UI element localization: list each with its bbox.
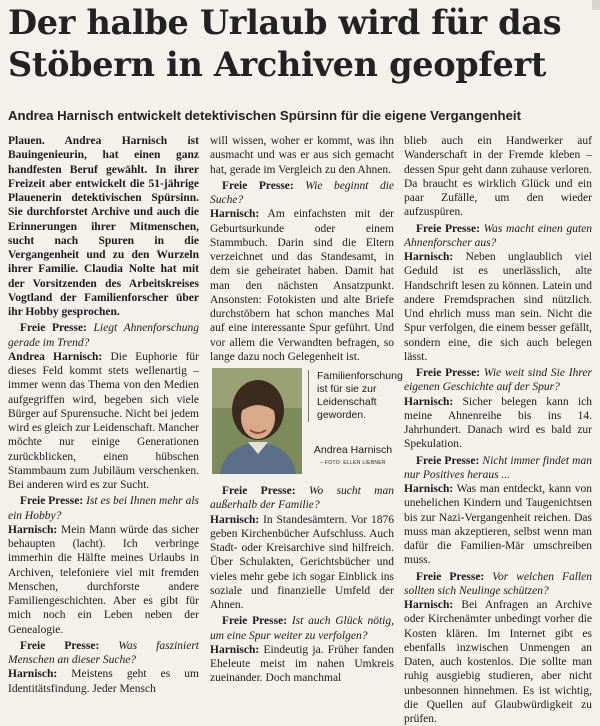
interview-question bbox=[210, 484, 394, 513]
question-text: Ist auch Glück nötig, um eine Spur weiter zu verfolgen? bbox=[210, 615, 394, 642]
answer-text: Die Euphorie für dieses Feld kommt stets wellenartig – immer wenn das Thema von den Medien aufgegriffen wird, begeben sich viele Bürger auf Spurensuche. Nicht bei jedem wird es gleich zur Leidenschaft. Mancher möchte nur einige Generationen zurückblicken, einen hübschen Stammbaum zum Jubiläum verschenken. Bei anderen wird es zur Sucht. bbox=[8, 350, 200, 491]
question-text: Wie weit sind Sie Ihrer eigenen Geschichte auf der Spur? bbox=[404, 367, 592, 394]
interview-question bbox=[404, 366, 592, 395]
question-text: Liegt Ahnenforschung gerade im Trend? bbox=[8, 322, 199, 349]
speaker-label: Freie Presse: bbox=[416, 454, 480, 467]
article-headline: Der halbe Urlaub wird für das Stöbern in Archiven geopfert bbox=[8, 3, 562, 84]
speaker-label: Harnisch: bbox=[8, 668, 58, 681]
speaker-label: Harnisch: bbox=[210, 643, 260, 656]
speaker-label: Freie Presse: bbox=[20, 322, 87, 335]
answer-text: Meistens geht es um Identitätsfindung. Jeder Mensch bbox=[8, 668, 199, 695]
question-text: Wie beginnt die Suche? bbox=[210, 179, 394, 206]
speaker-label: Harnisch: bbox=[404, 395, 454, 408]
speaker-label: Harnisch: bbox=[210, 208, 260, 221]
speaker-label: Harnisch: bbox=[404, 251, 454, 263]
answer-text: Neben unglaublich viel Geduld ist es unerlässlich, alte Handschrift lesen zu können. Latein und andere Fremdsprachen sind nützlich. Und ehrlich muss man sein. Nicht die Spur verfolgen, die einem besser gefällt, sondern eine, die sich auch belegen lässt. bbox=[404, 251, 592, 363]
interview-answer bbox=[210, 513, 394, 613]
speaker-label: Freie Presse: bbox=[222, 179, 294, 192]
interview-answer bbox=[8, 350, 199, 493]
answer-text: Was man entdeckt, kann von unehelichen Kindern und Taugenichtsen bis zur Nazi-Vergangenheit reichen. Das muss man akzeptieren, selbst wenn man dafür die Familien-Mär umschreiben muss. bbox=[404, 483, 592, 567]
page-edge-mark bbox=[592, 0, 600, 10]
answer-text: Bei Anfragen an Archive oder Kirchenämter unbedingt vorher die Kosten klären. Im Internet gibt es ebenfalls inzwischen Unmengen an Daten, auch kostenlos. Die sollte man ruhig ausgiebig studieren, aber nicht unbesonnen hinnehmen. Es ist wichtig, die Quellen auf Glaubwürdigkeit zu prüfen. bbox=[404, 599, 592, 725]
body-paragraph: will wissen, woher er kommt, was ihn ausmacht und was er aus sich gemacht hat, gerade im Vergleich zu den Ahnen. bbox=[210, 135, 394, 176]
portrait-illustration bbox=[212, 368, 302, 474]
speaker-label: Harnisch: bbox=[404, 599, 454, 611]
speaker-label: Freie Presse: bbox=[20, 495, 84, 508]
speaker-label: Freie Presse: bbox=[416, 222, 480, 235]
interview-answer bbox=[210, 207, 394, 364]
interview-answer bbox=[8, 667, 199, 696]
interview-question bbox=[210, 179, 394, 208]
question-text: Was macht einen guten Ahnenforscher aus? bbox=[404, 222, 592, 249]
interview-question bbox=[404, 222, 592, 251]
article-lead: Plauen. Andrea Harnisch ist Bauingenieurin, hat einen ganz handfesten Beruf gewählt. In ihrer Freizeit aber entwickelt die 51-jährige Plauenerin detektivischen Spürsinn. Sie durchforstet Archive und auch die Erinnerungen ihrer Mitmenschen, sucht nach Spuren in die Vergangenheit und zu den Wurzeln ihrer Familie. Claudia Nolte hat mit der Vorsitzenden des Arbeitskreises Vogtland der Familienforscher über ihr Hobby gesprochen. bbox=[8, 135, 199, 318]
speaker-label: Freie Presse: bbox=[222, 615, 288, 628]
speaker-label: Freie Presse: bbox=[222, 485, 296, 497]
answer-text: Am einfachsten mit der Geburtsurkunde oder einem Stammbuch. Darin sind die Eltern verzeichnet und das Standesamt, in dem sie geheiratet haben. Damit hat man den nächsten Ansatzpunkt. Ansonsten: Fotokisten und alte Briefe durchstöbern hat schon manches Mal auf eine interessante Spur geführt. Und vor allem die Verwandten befragen, so lange dazu noch Gelegenheit ist. bbox=[210, 208, 394, 363]
interview-question bbox=[404, 454, 592, 483]
interview-question bbox=[404, 570, 592, 599]
interview-answer bbox=[404, 598, 592, 726]
answer-text: Mein Mann würde das sicher behaupten (lacht). Ich verbringe immerhin die Hälfte meines Urlaubs in Archiven, telefoniere viel mit fremden Menschen, durchforste andere Familiengeschichten. Aber es gibt für mich noch ein Leben neben der Genealogie. bbox=[8, 523, 199, 636]
speaker-label: Harnisch: bbox=[8, 523, 58, 536]
portrait-figure bbox=[210, 368, 403, 480]
article-column-2 bbox=[210, 134, 394, 364]
article-column-3 bbox=[404, 134, 592, 726]
interview-question bbox=[8, 494, 199, 523]
interview-question bbox=[8, 639, 199, 668]
answer-text: Eindeutig ja. Früher fanden Eheleute meist im nahen Umkreis zueinander. Doch manchmal bbox=[210, 643, 394, 685]
interview-question bbox=[8, 321, 199, 350]
interview-answer bbox=[210, 643, 394, 686]
interview-answer bbox=[404, 482, 592, 568]
question-text: Was fasziniert Menschen an dieser Suche? bbox=[8, 639, 199, 666]
article-column-2-lower bbox=[210, 482, 394, 686]
answer-text: Sicher belegen kann ich meine Ahnenreihe bis ins 14. Jahrhundert. Danach wird es bald zur Spekulation. bbox=[404, 395, 592, 451]
speaker-label: Freie Presse: bbox=[416, 570, 485, 583]
question-text: Vor welchen Fallen sollten sich Neulinge schützen? bbox=[404, 570, 592, 597]
speaker-label: Harnisch: bbox=[404, 483, 454, 495]
portrait-photo bbox=[212, 368, 302, 474]
question-text: Ist es bei Ihnen mehr als ein Hobby? bbox=[8, 495, 199, 522]
answer-text: In Standesämtern. Vor 1876 geben Kirchenbücher Aufschluss. Auch Stadt- oder Kreisarchive sind hilfreich. Über Schulakten, Gerichtsbücher und vieles mehr gebe ich sogar Einblick ins soziale und finanzielle Umfeld der Ahnen. bbox=[210, 513, 394, 611]
speaker-label: Freie Presse: bbox=[416, 367, 481, 379]
article-column-1 bbox=[8, 134, 199, 696]
photo-caption: Familienforschung ist für sie zur Leidenschaft geworden. bbox=[308, 370, 405, 422]
interview-answer bbox=[404, 395, 592, 452]
photo-credit: – FOTO: ELLEN LIEBNER bbox=[320, 460, 386, 466]
photo-subject-name: Andrea Harnisch bbox=[313, 444, 393, 456]
interview-question bbox=[210, 614, 394, 643]
interview-answer bbox=[404, 250, 592, 364]
question-text: Nicht immer findet man nur Positives heraus ... bbox=[404, 454, 592, 481]
speaker-label: Freie Presse: bbox=[20, 639, 100, 652]
interview-answer bbox=[8, 523, 199, 637]
article-subheadline: Andrea Harnisch entwickelt detektivischen Spürsinn für die eigene Vergangenheit bbox=[8, 108, 521, 123]
question-text: Wo sucht man außerhalb der Familie? bbox=[210, 485, 394, 512]
body-paragraph: blieb auch ein Handwerker auf Wanderschaft in der Fremde kleben – dessen Spur geht dann zuhause verloren. Da braucht es wirklich Glück und ein paar Zufälle, um den wieder aufzuspüren. bbox=[404, 135, 592, 219]
speaker-label: Harnisch: bbox=[210, 513, 260, 526]
speaker-label: Andrea Harnisch: bbox=[8, 350, 103, 363]
